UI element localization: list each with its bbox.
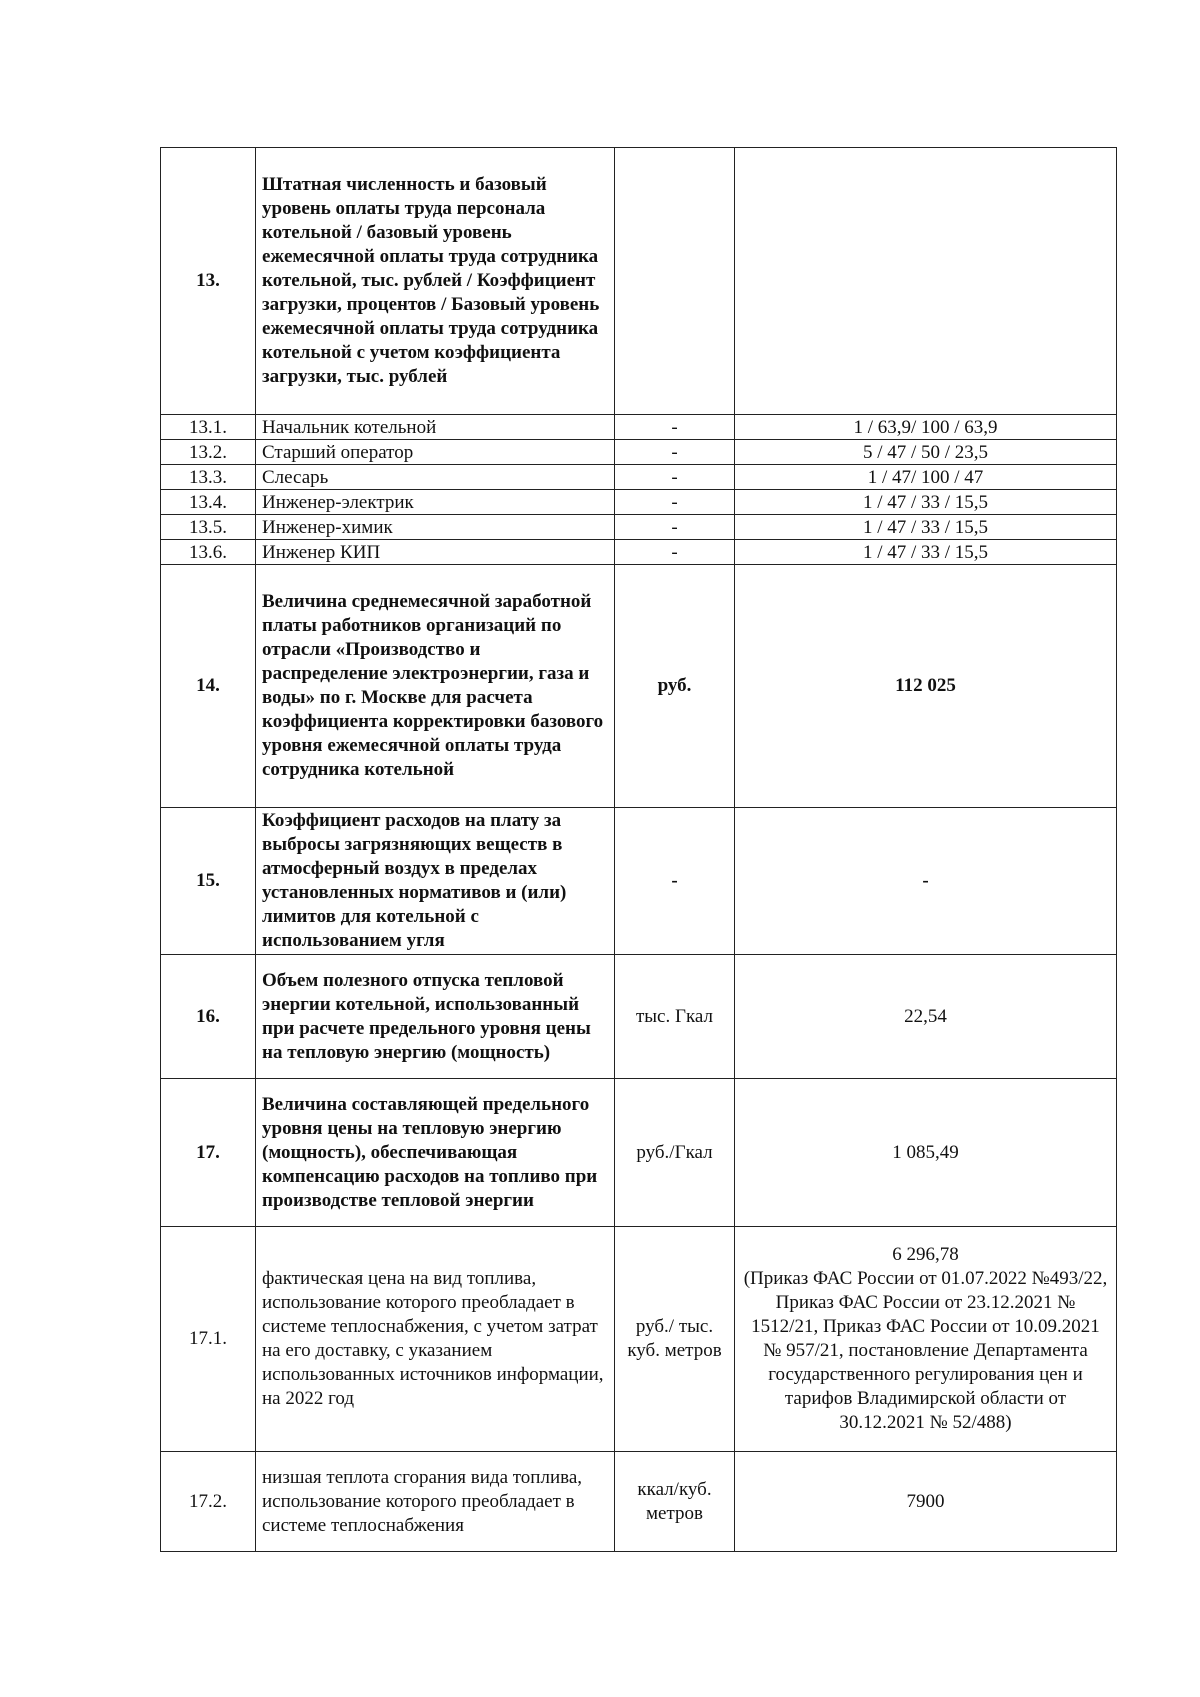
row-value: 6 296,78 (892, 1244, 959, 1265)
row-parameter: фактическая цена на вид топлива, использование которого преобладает в системе теплоснабжения, с учетом затрат на его доставку, с указанием использованных источников информации, на 2022 год (256, 1227, 615, 1452)
table-row (161, 565, 1117, 808)
row-unit: тыс. Гкал (615, 955, 735, 1079)
row-parameter: Величина среднемесячной заработной платы работников организаций по отрасли «Производство и распределение электроэнергии, газа и воды» по г. Москве для расчета коэффициента корректировки базового уровня ежемесячной оплаты труда сотрудника котельной (256, 565, 615, 808)
table-row (161, 955, 1117, 1079)
row-parameter: Величина составляющей предельного уровня цены на тепловую энергию (мощность), обеспечивающая компенсацию расходов на топливо при производстве тепловой энергии (256, 1079, 615, 1227)
row-value (735, 148, 1117, 415)
row-number: 16. (161, 955, 256, 1079)
row-value: 1 / 63,9/ 100 / 63,9 (735, 415, 1117, 440)
row-value-source-note: (Приказ ФАС России от 01.07.2022 №493/22, Приказ ФАС России от 23.12.2021 № 1512/21, Приказ ФАС России от 10.09.2021 № 957/21, постановление Департамента государственного регулирования цен и тарифов Владимирской области от 30.12.2021 № 52/488) (743, 1268, 1108, 1433)
row-value-cell (735, 1227, 1117, 1452)
row-number: 13.5. (161, 515, 256, 540)
row-unit: - (615, 540, 735, 565)
row-number: 14. (161, 565, 256, 808)
row-number: 13.3. (161, 465, 256, 490)
row-parameter: Инженер КИП (256, 540, 615, 565)
row-parameter: Старший оператор (256, 440, 615, 465)
row-value: 5 / 47 / 50 / 23,5 (735, 440, 1117, 465)
row-unit: - (615, 515, 735, 540)
row-number: 17.2. (161, 1452, 256, 1552)
row-value: - (735, 808, 1117, 955)
row-number: 17. (161, 1079, 256, 1227)
table-row (161, 1079, 1117, 1227)
row-parameter: Объем полезного отпуска тепловой энергии котельной, использованный при расчете предельного уровня цены на тепловую энергию (мощность) (256, 955, 615, 1079)
row-parameter: Штатная численность и базовый уровень оплаты труда персонала котельной / базовый уровень ежемесячной оплаты труда сотрудника котельной, тыс. рублей / Коэффициент загрузки, процентов / Базовый уровень ежемесячной оплаты труда сотрудника котельной с учетом коэффициента загрузки, тыс. рублей (256, 148, 615, 415)
row-number: 13.2. (161, 440, 256, 465)
row-value: 1 / 47/ 100 / 47 (735, 465, 1117, 490)
row-parameter: Инженер-химик (256, 515, 615, 540)
row-value: 1 085,49 (735, 1079, 1117, 1227)
row-unit: - (615, 440, 735, 465)
row-unit: руб./Гкал (615, 1079, 735, 1227)
table-row (161, 1452, 1117, 1552)
row-unit: руб./ тыс. куб. метров (615, 1227, 735, 1452)
row-number: 13.6. (161, 540, 256, 565)
row-parameter: низшая теплота сгорания вида топлива, использование которого преобладает в системе теплоснабжения (256, 1452, 615, 1552)
row-unit: ккал/куб. метров (615, 1452, 735, 1552)
row-unit: - (615, 808, 735, 955)
parameters-table (160, 147, 1117, 1552)
row-parameter: Коэффициент расходов на плату за выбросы загрязняющих веществ в атмосферный воздух в пределах установленных нормативов и (или) лимитов для котельной с использованием угля (256, 808, 615, 955)
table-row (161, 808, 1117, 955)
row-number: 13.1. (161, 415, 256, 440)
row-value: 112 025 (735, 565, 1117, 808)
table-row (161, 515, 1117, 540)
table-row (161, 540, 1117, 565)
row-number: 13. (161, 148, 256, 415)
row-parameter: Инженер-электрик (256, 490, 615, 515)
row-unit: - (615, 415, 735, 440)
row-parameter: Слесарь (256, 465, 615, 490)
row-number: 15. (161, 808, 256, 955)
table-row (161, 440, 1117, 465)
table-row (161, 415, 1117, 440)
row-value: 22,54 (735, 955, 1117, 1079)
row-unit: руб. (615, 565, 735, 808)
row-unit: - (615, 465, 735, 490)
table-row (161, 1227, 1117, 1452)
table-row (161, 148, 1117, 415)
row-parameter: Начальник котельной (256, 415, 615, 440)
row-unit: - (615, 490, 735, 515)
row-value: 7900 (735, 1452, 1117, 1552)
table-row (161, 465, 1117, 490)
row-value: 1 / 47 / 33 / 15,5 (735, 540, 1117, 565)
row-unit (615, 148, 735, 415)
table-row (161, 490, 1117, 515)
row-number: 13.4. (161, 490, 256, 515)
row-value: 1 / 47 / 33 / 15,5 (735, 490, 1117, 515)
row-number: 17.1. (161, 1227, 256, 1452)
row-value: 1 / 47 / 33 / 15,5 (735, 515, 1117, 540)
